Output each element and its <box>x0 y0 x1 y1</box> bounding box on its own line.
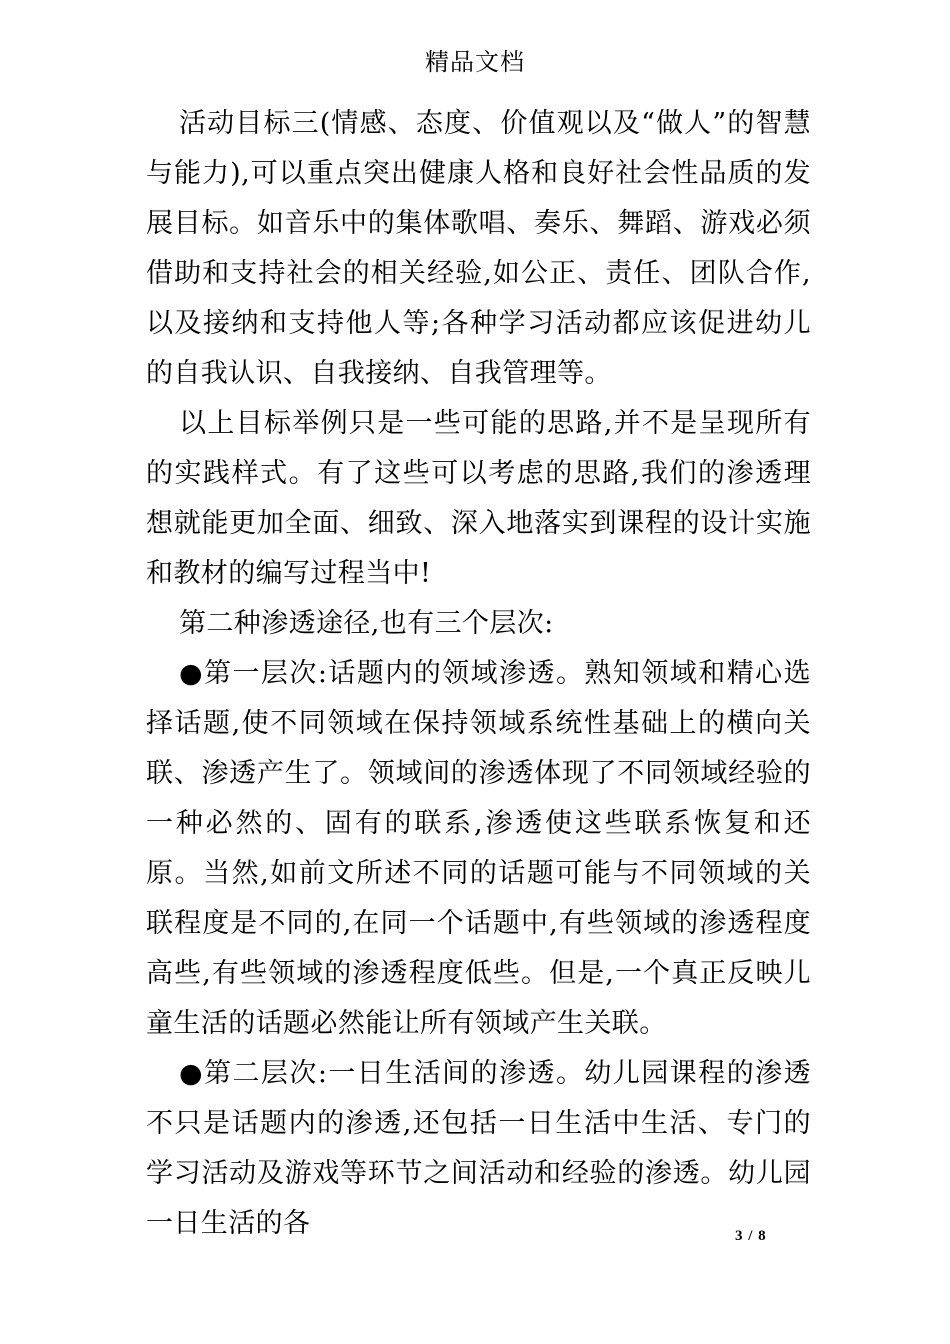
document-body <box>146 99 811 1249</box>
paragraph-level-one: ●第一层次:话题内的领域渗透。熟知领域和精心选择话题,使不同领域在保持领域系统性基础上的横向关联、渗透产生了。领域间的渗透体现了不同领域经验的一种必然的、固有的联系,渗透使这些联系恢复和还原。当然,如前文所述不同的话题可能与不同领域的关联程度是不同的,在同一个话题中,有些领域的渗透程度高些,有些领域的渗透程度低些。但是,一个真正反映儿童生活的话题必然能让所有领域产生关联。 <box>146 658 811 1039</box>
page-number: 3 / 8 <box>735 1228 767 1244</box>
paragraph-examples: 以上目标举例只是一些可能的思路,并不是呈现所有的实践样式。有了这些可以考虑的思路,我们的渗透理想就能更加全面、细致、深入地落实到课程的设计实施和教材的编写过程当中! <box>146 408 811 589</box>
page-header-title: 精品文档 <box>425 48 525 76</box>
paragraph-goal-three: 活动目标三(情感、态度、价值观以及“做人”的智慧与能力),可以重点突出健康人格和良好社会性品质的发展目标。如音乐中的集体歌唱、奏乐、舞蹈、游戏必须借助和支持社会的相关经验,如公正、责任、团队合作,以及接纳和支持他人等;各种学习活动都应该促进幼儿的自我认识、自我接纳、自我管理等。 <box>146 108 811 389</box>
paragraph-second-approach: 第二种渗透途径,也有三个层次: <box>179 608 554 639</box>
paragraph-level-two: ●第二层次:一日生活间的渗透。幼儿园课程的渗透不只是话题内的渗透,还包括一日生活中生活、专门的学习活动及游戏等环节之间活动和经验的渗透。幼儿园一日生活的各 <box>146 1058 811 1239</box>
